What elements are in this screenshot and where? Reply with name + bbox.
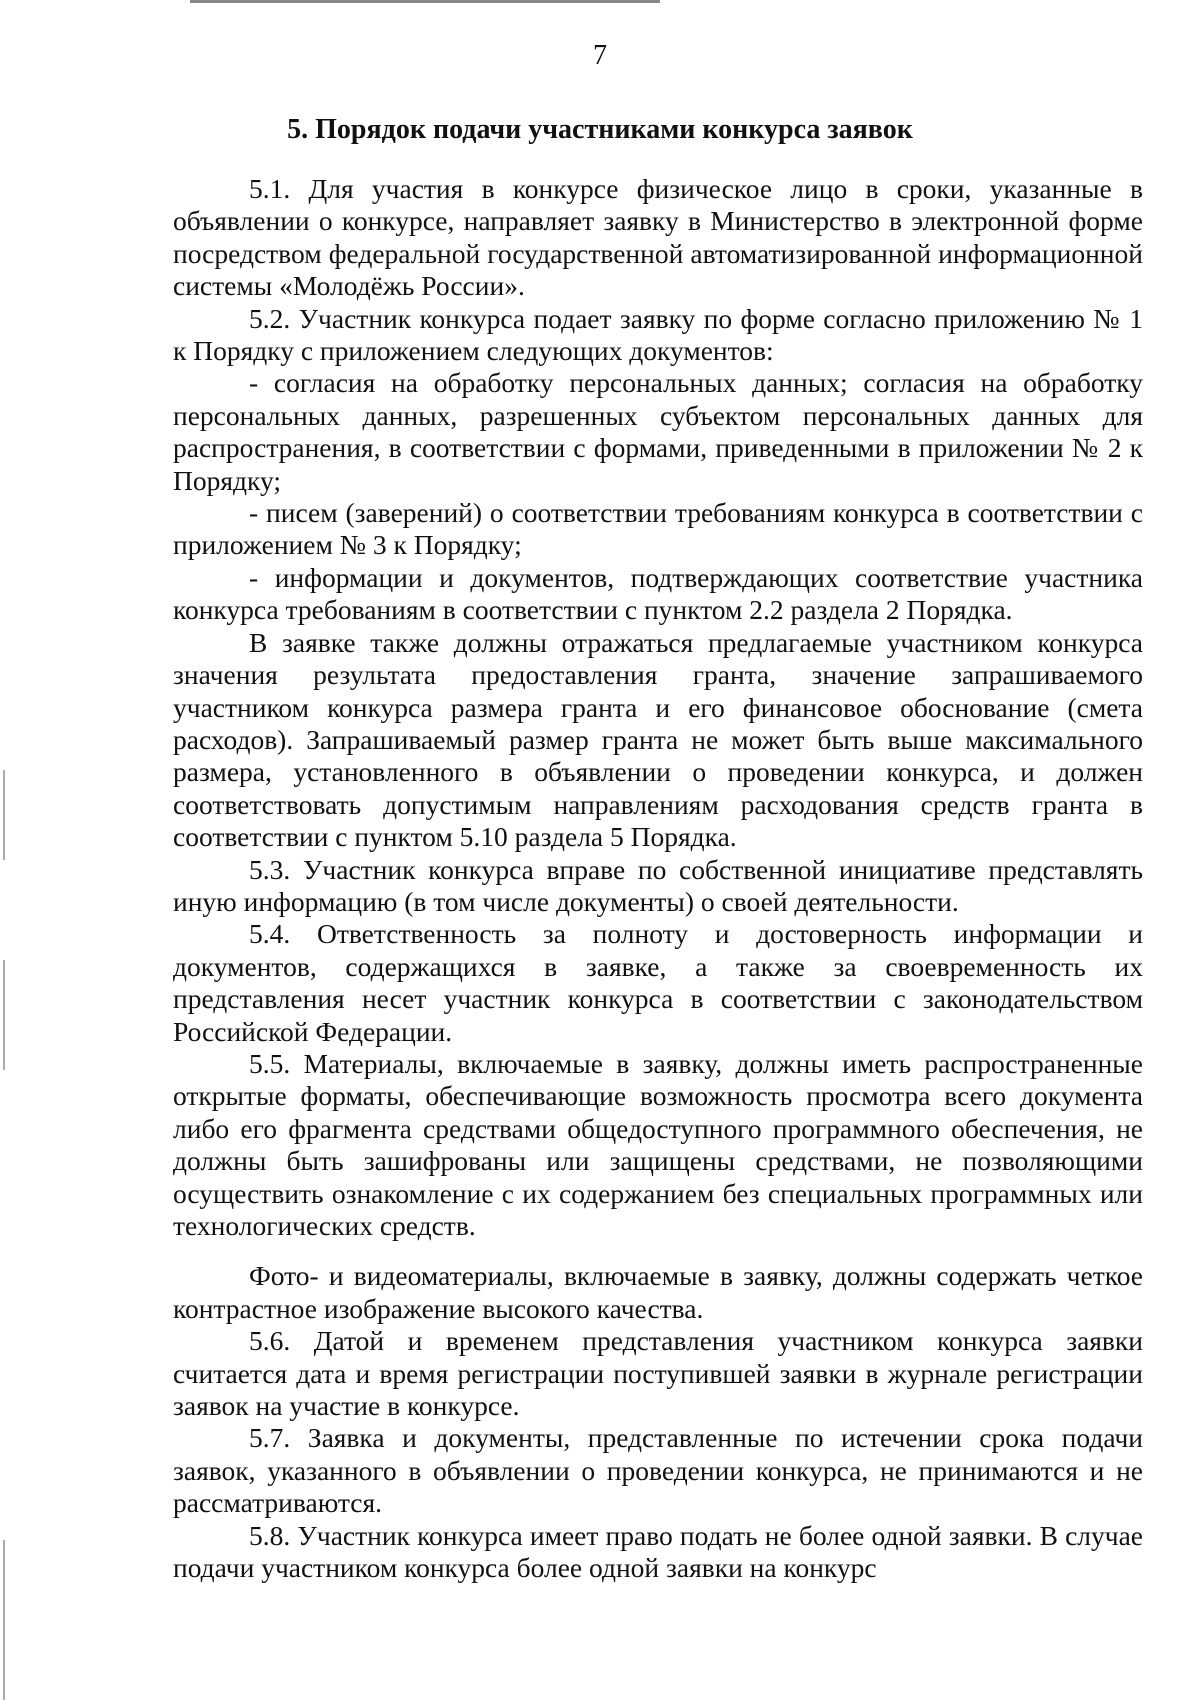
paragraph: 5.4. Ответственность за полноту и достоверность информации и документов, содержащихся в заявке, а также за своевременность их представления несет участник конкурса в соответствии с законодательством Российской Федерации.: [173, 918, 1143, 1047]
paragraph: 5.2. Участник конкурса подает заявку по форме согласно приложению № 1 к Порядку с приложением следующих документов:: [173, 302, 1143, 367]
scan-artifact-left: [3, 1540, 5, 1700]
paragraph: В заявке также должны отражаться предлагаемые участником конкурса значения результата предоставления гранта, значение запрашиваемого участником конкурса размера гранта и его финансовое обоснование (смета расходов). Запрашиваемый размер гранта не может быть выше максимального размера, установленного в объявлении о проведении конкурса, и должен соответствовать допустимым направлениям расходования средств гранта в соответствии с пунктом 5.10 раздела 5 Порядка.: [173, 626, 1143, 853]
scan-artifact-left: [3, 960, 5, 1070]
document-body: [173, 173, 1143, 1584]
paragraph: Фото- и видеоматериалы, включаемые в заявку, должны содержать четкое контрастное изображение высокого качества.: [173, 1260, 1143, 1324]
paragraph: 5.1. Для участия в конкурсе физическое лицо в сроки, указанные в объявлении о конкурсе, направляет заявку в Министерство в электронной форме посредством федеральной государственной автоматизированной информационной системы «Молодёжь России».: [173, 173, 1143, 302]
paragraph: 5.3. Участник конкурса вправе по собственной инициативе представлять иную информацию (в том числе документы) о своей деятельности.: [173, 853, 1143, 917]
scan-artifact-top: [190, 0, 660, 3]
scan-artifact-left: [3, 770, 5, 860]
paragraph: 5.6. Датой и временем представления участником конкурса заявки считается дата и время регистрации поступившей заявки в журнале регистрации заявок на участие в конкурсе.: [173, 1325, 1143, 1422]
paragraph: 5.7. Заявка и документы, представленные по истечении срока подачи заявок, указанного в объявлении о проведении конкурса, не принимаются и не рассматриваются.: [173, 1422, 1143, 1519]
paragraph: 5.8. Участник конкурса имеет право подать не более одной заявки. В случае подачи участником конкурса более одной заявки на конкурс: [173, 1519, 1143, 1584]
section-title: 5. Порядок подачи участниками конкурса заявок: [287, 114, 913, 145]
page-number: 7: [593, 40, 607, 71]
list-item: - согласия на обработку персональных данных; согласия на обработку персональных данных, разрешенных субъектом персональных данных для распространения, в соответствии с формами, приведенными в приложении № 2 к Порядку;: [173, 367, 1143, 496]
list-item: - писем (заверений) о соответствии требованиям конкурса в соответствии с приложением № 3 к Порядку;: [173, 497, 1143, 561]
paragraph: 5.5. Материалы, включаемые в заявку, должны иметь распространенные открытые форматы, обеспечивающие возможность просмотра всего документа либо его фрагмента средствами общедоступного программного обеспечения, не должны быть зашифрованы или защищены средствами, не позволяющими осуществить ознакомление с их содержанием без специальных программных или технологических средств.: [173, 1047, 1143, 1241]
list-item: - информации и документов, подтверждающих соответствие участника конкурса требованиям в соответствии с пунктом 2.2 раздела 2 Порядка.: [173, 561, 1143, 626]
